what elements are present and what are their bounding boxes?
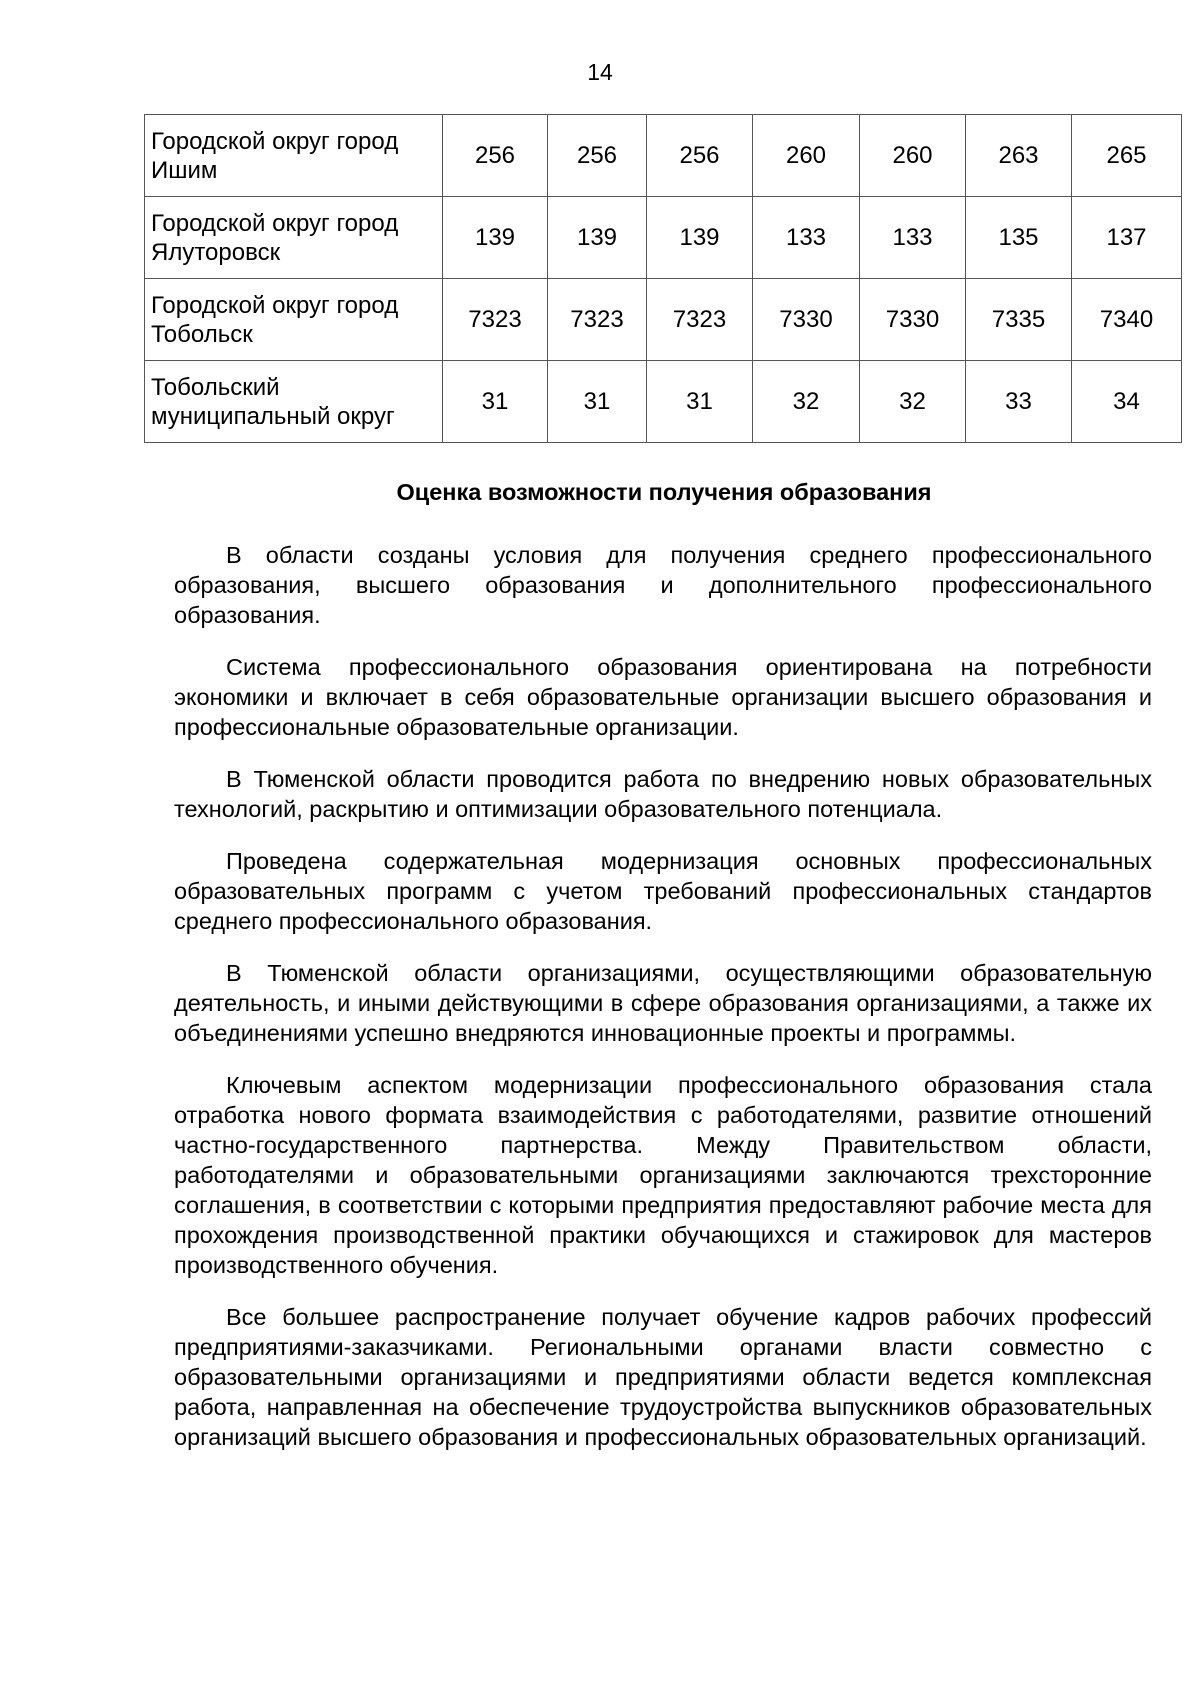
- paragraph: Система профессионального образования ориентирована на потребности экономики и включает в себя образовательные организации высшего образования и профессиональные образовательные организации.: [174, 654, 1152, 740]
- table-row: [145, 197, 1182, 279]
- municipality-name: Тобольский муниципальный округ: [145, 361, 443, 443]
- table-cell: 7323: [443, 279, 548, 361]
- municipality-name: Городской округ город Ишим: [145, 115, 443, 197]
- table-cell: 31: [443, 361, 548, 443]
- table-cell: 256: [548, 115, 647, 197]
- paragraph: Ключевым аспектом модернизации профессионального образования стала отработка нового формата взаимодействия с работодателями, развитие отношений частно-государственного партнерства. Между Правительством области, работодателями и образовательными организациями заключаются трехсторонние соглашения, в соответствии с которыми предприятия предоставляют рабочие места для прохождения производственной практики обучающихся и стажировок для мастеров производственного обучения.: [174, 1072, 1152, 1278]
- table-cell: 139: [443, 197, 548, 279]
- page-number: 14: [587, 59, 613, 85]
- table-row: [145, 279, 1182, 361]
- table-cell: 34: [1072, 361, 1182, 443]
- section-heading: Оценка возможности получения образования: [396, 479, 932, 505]
- paragraph: В Тюменской области организациями, осуществляющими образовательную деятельность, и иными действующими в сфере образования организациями, а также их объединениями успешно внедряются инновационные проекты и программы.: [174, 960, 1152, 1046]
- table-cell: 31: [548, 361, 647, 443]
- table-cell: 139: [548, 197, 647, 279]
- table-cell: 7340: [1072, 279, 1182, 361]
- table-cell: 32: [753, 361, 860, 443]
- statistics-table: [144, 114, 1182, 443]
- municipality-name: Городской округ город Тобольск: [145, 279, 443, 361]
- table-cell: 7330: [860, 279, 966, 361]
- table-cell: 133: [753, 197, 860, 279]
- table-row: [145, 361, 1182, 443]
- table-cell: 7330: [753, 279, 860, 361]
- table-cell: 31: [647, 361, 753, 443]
- paragraph: В области созданы условия для получения среднего профессионального образования, высшего образования и дополнительного профессионального образования.: [174, 542, 1152, 628]
- table-cell: 137: [1072, 197, 1182, 279]
- paragraph: Проведена содержательная модернизация основных профессиональных образовательных программ с учетом требований профессиональных стандартов среднего профессионального образования.: [174, 848, 1152, 934]
- table-cell: 7323: [647, 279, 753, 361]
- table-cell: 260: [753, 115, 860, 197]
- table-cell: 135: [966, 197, 1072, 279]
- table-cell: 7323: [548, 279, 647, 361]
- table-cell: 256: [647, 115, 753, 197]
- table-cell: 260: [860, 115, 966, 197]
- table-cell: 263: [966, 115, 1072, 197]
- table-row: [145, 115, 1182, 197]
- table-cell: 32: [860, 361, 966, 443]
- table-cell: 256: [443, 115, 548, 197]
- paragraph: В Тюменской области проводится работа по внедрению новых образовательных технологий, раскрытию и оптимизации образовательного потенциала.: [174, 766, 1152, 822]
- table-cell: 139: [647, 197, 753, 279]
- body-text: [174, 540, 1152, 1474]
- table-cell: 265: [1072, 115, 1182, 197]
- table-cell: 7335: [966, 279, 1072, 361]
- table-cell: 33: [966, 361, 1072, 443]
- municipality-name: Городской округ город Ялуторовск: [145, 197, 443, 279]
- table-cell: 133: [860, 197, 966, 279]
- paragraph: Все большее распространение получает обучение кадров рабочих профессий предприятиями-заказчиками. Региональными органами власти совместно с образовательными организациями и предприятиями области ведется комплексная работа, направленная на обеспечение трудоустройства выпускников образовательных организаций высшего образования и профессиональных образовательных организаций.: [174, 1304, 1152, 1450]
